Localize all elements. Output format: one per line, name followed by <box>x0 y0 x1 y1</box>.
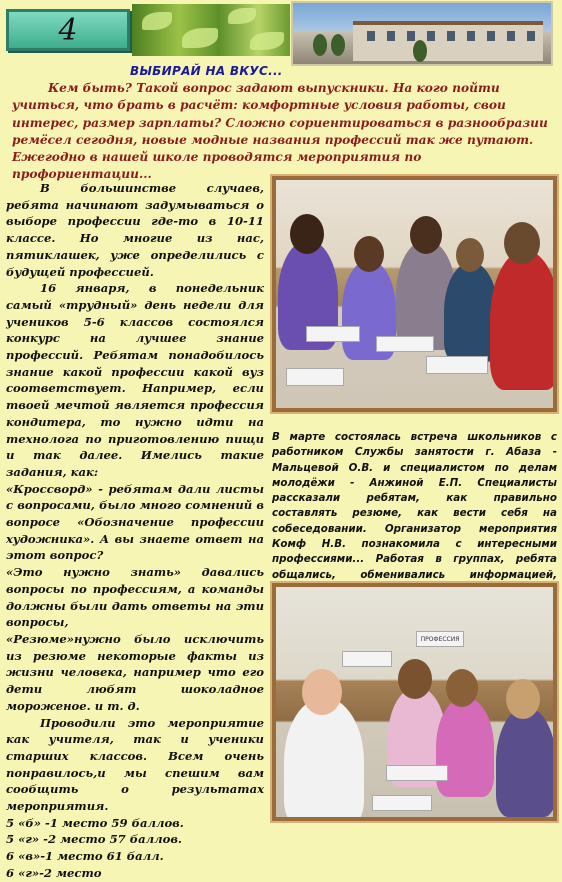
photo-caption: В марте состоялась встреча школьников с работником Службы занятости г. Абаза - Мальцевой О.В. и специалистом по делам молодёжи - Анжиной Е.П. Специалисты рассказали ребятам, как правильно составлять резюме, как вести себя на собеседовании. Организатор мероприятия Комф Н.В. познакомила с интересными профессиями... Работая в группах, ребята общались, обменивались информацией, <box>272 431 557 581</box>
main-article-text <box>6 180 264 882</box>
result-item: 6 «г»-2 место <box>6 865 102 880</box>
main-paragraph-1: В большинстве случаев, ребята начинают задумываться о выборе профессии где-то в 10-11 классе. Но многие из нас, пятиклашек, уже определились с будущей профессией. <box>6 181 264 279</box>
leaves-banner-image <box>132 4 290 56</box>
result-item: 5 «б» -1 место 59 баллов. <box>6 815 184 830</box>
main-paragraph-2: 16 января, в понедельник самый «трудный» день недели для учеников 5-6 классов состоялся конкурс на лучшее знание профессий. Ребятам понадобилось знание какой профессии какой вуз соответствует. Например, если твоей мечтой является профессия кондитера, то нужно идти на технолога по приготовлению пищи и так далее. Имелись такие задания, как: <box>6 281 264 479</box>
result-item: 6 «в»-1 место 61 балл. <box>6 849 164 864</box>
students-with-cards-photo <box>272 583 557 821</box>
main-paragraph-conclusion: Проводили это мероприятие как учителя, так и ученики старших классов. Всем очень понравилось,и мы спешим вам сообщить о результатах мероприятия. <box>6 715 264 814</box>
result-item: 5 «г» -2 место 57 баллов. <box>6 832 182 847</box>
main-paragraph-resume: «Резюме»нужно было исключить из резюме некоторые факты из жизни человека, например что его дети любят шоколадное мороженое. и т. д. <box>6 631 264 713</box>
students-at-table-photo <box>272 176 557 412</box>
page-number: 4 <box>58 12 78 48</box>
article-headline: ВЫБИРАЙ НА ВКУС... <box>130 64 283 78</box>
intro-paragraph: Кем быть? Такой вопрос задают выпускники. На кого пойти учиться, что брать в расчёт: комфортные условия работы, свои интерес, размер зарплаты? Сложно сориентироваться в разнообразии ремёсел сегодня, новые модные названия профессий так же путают. Ежегодно в нашей школе проводятся мероприятия по профориентации... <box>12 81 548 182</box>
main-paragraph-need-to-know: «Это нужно знать» давались вопросы по профессиям, а команды должны были дать ответы на эти вопросы, <box>6 565 264 630</box>
page-number-badge <box>6 9 130 51</box>
results-list <box>6 815 264 882</box>
school-building-image <box>291 1 553 66</box>
main-paragraph-crossword: «Кроссворд» - ребятам дали листы с вопросами, было много сомнений в вопросе «Обозначение профессии художника». А вы знаете ответ на этот вопрос? <box>6 481 264 563</box>
profession-sign: ПРОФЕССИЯ <box>416 631 464 647</box>
